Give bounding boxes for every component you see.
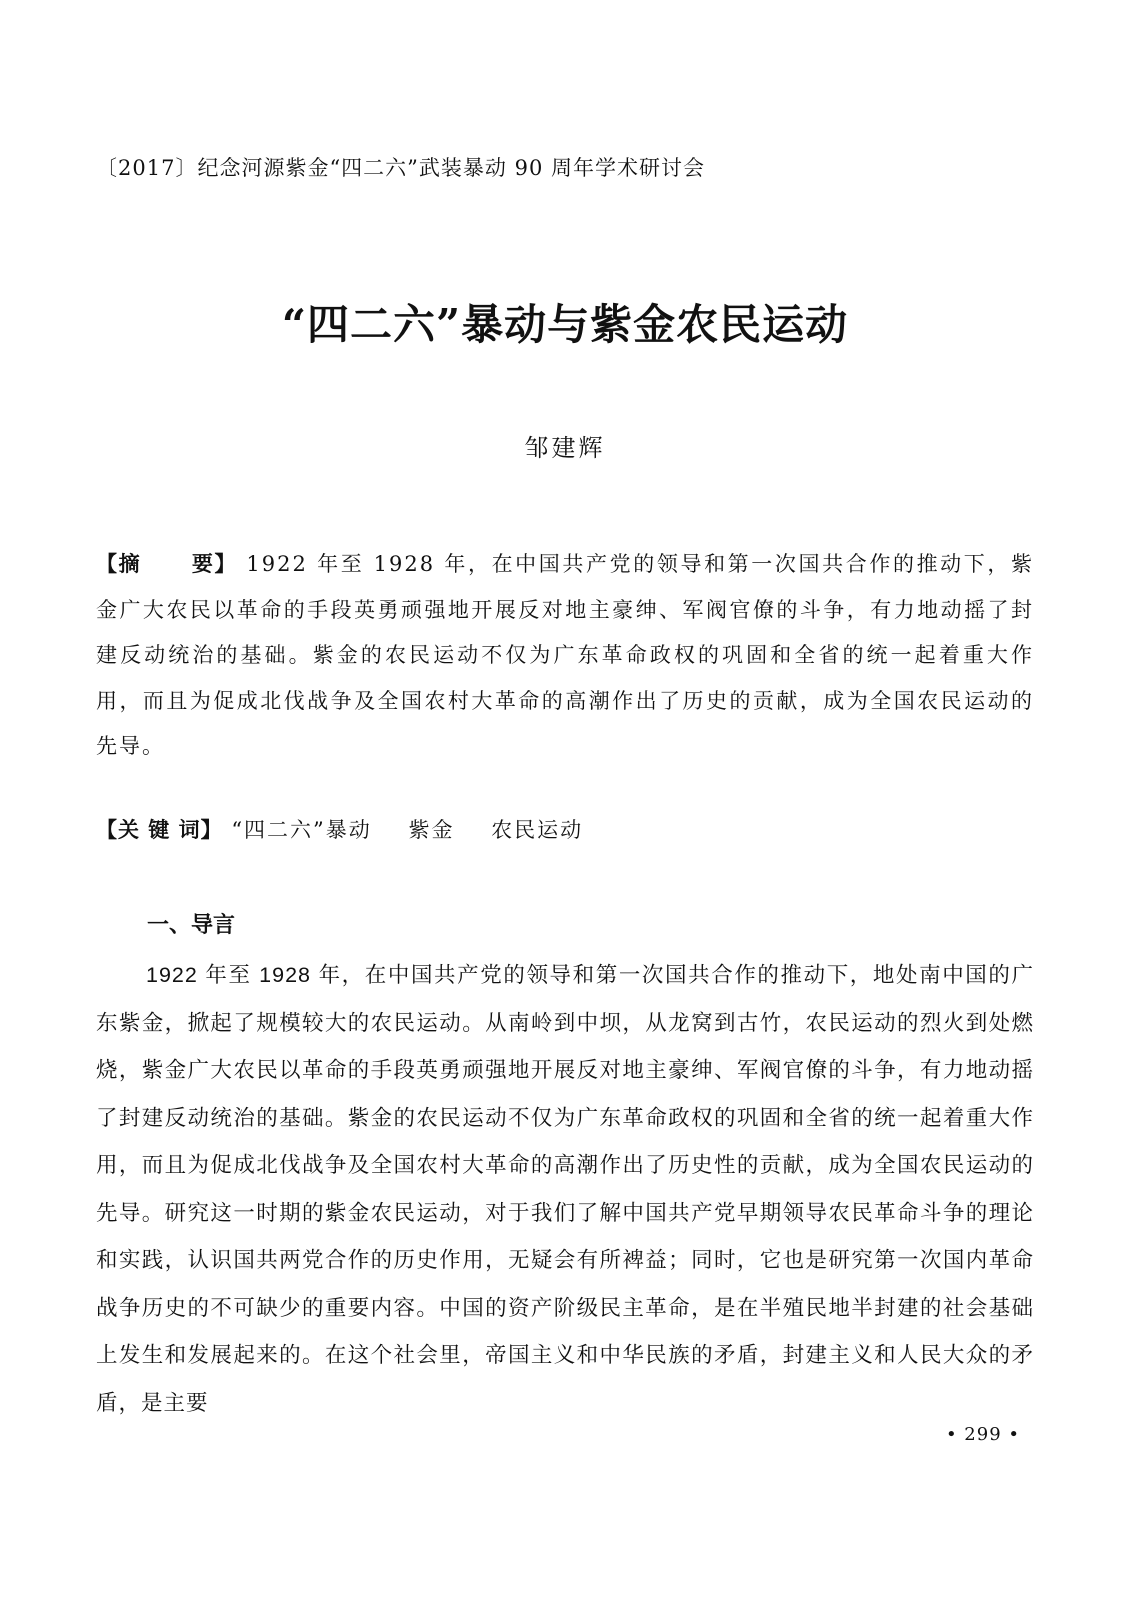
abstract-label-end: 要】 xyxy=(191,552,238,576)
keyword-item: 紫金 xyxy=(408,818,455,842)
article-author: 邹建辉 xyxy=(524,434,606,462)
abstract-label xyxy=(96,552,237,576)
keywords-block xyxy=(96,814,1034,844)
page-number: • 299 • xyxy=(945,1424,1020,1445)
body-paragraph: 1922 年至 1928 年，在中国共产党的领导和第一次国共合作的推动下，地处南中国的广东紫金，掀起了规模较大的农民运动。从南岭到中坝，从龙窝到古竹，农民运动的烈火到处燃烧，紫金广大农民以革命的手段英勇顽强地开展反对地主豪绅、军阀官僚的斗争，有力地动摇了封建反动统治的基础。紫金的农民运动不仅为广东革命政权的巩固和全省的统一起着重大作用，而且为促成北伐战争及全国农村大革命的高潮作出了历史性的贡献，成为全国农民运动的先导。研究这一时期的紫金农民运动，对于我们了解中国共产党早期领导农民革命斗争的理论和实践，认识国共两党合作的历史作用，无疑会有所裨益；同时，它也是研究第一次国内革命战争历史的不可缺少的重要内容。中国的资产阶级民主革命，是在半殖民地半封建的社会基础上发生和发展起来的。在这个社会里，帝国主义和中华民族的矛盾，封建主义和人民大众的矛盾，是主要 xyxy=(96,963,1034,1415)
article-title: “四二六”暴动与紫金农民运动 xyxy=(281,300,849,349)
abstract-block xyxy=(96,542,1034,770)
abstract-text: 1922 年至 1928 年，在中国共产党的领导和第一次国共合作的推动下，紫金广大农民以革命的手段英勇顽强地开展反对地主豪绅、军阀官僚的斗争，有力地动摇了封建反动统治的基础。紫金的农民运动不仅为广东革命政权的巩固和全省的统一起着重大作用，而且为促成北伐战争及全国农村大革命的高潮作出了历史的贡献，成为全国农民运动的先导。 xyxy=(96,552,1035,758)
conference-header: 〔2017〕纪念河源紫金“四二六”武装暴动 90 周年学术研讨会 xyxy=(96,156,705,180)
keyword-item: 农民运动 xyxy=(491,818,584,842)
keywords-label: 【关 键 词】 xyxy=(96,818,223,842)
abstract-label-start: 【摘 xyxy=(96,552,142,576)
section-heading: 一、导言 xyxy=(147,913,236,938)
keyword-item: “四二六”暴动 xyxy=(231,818,372,842)
